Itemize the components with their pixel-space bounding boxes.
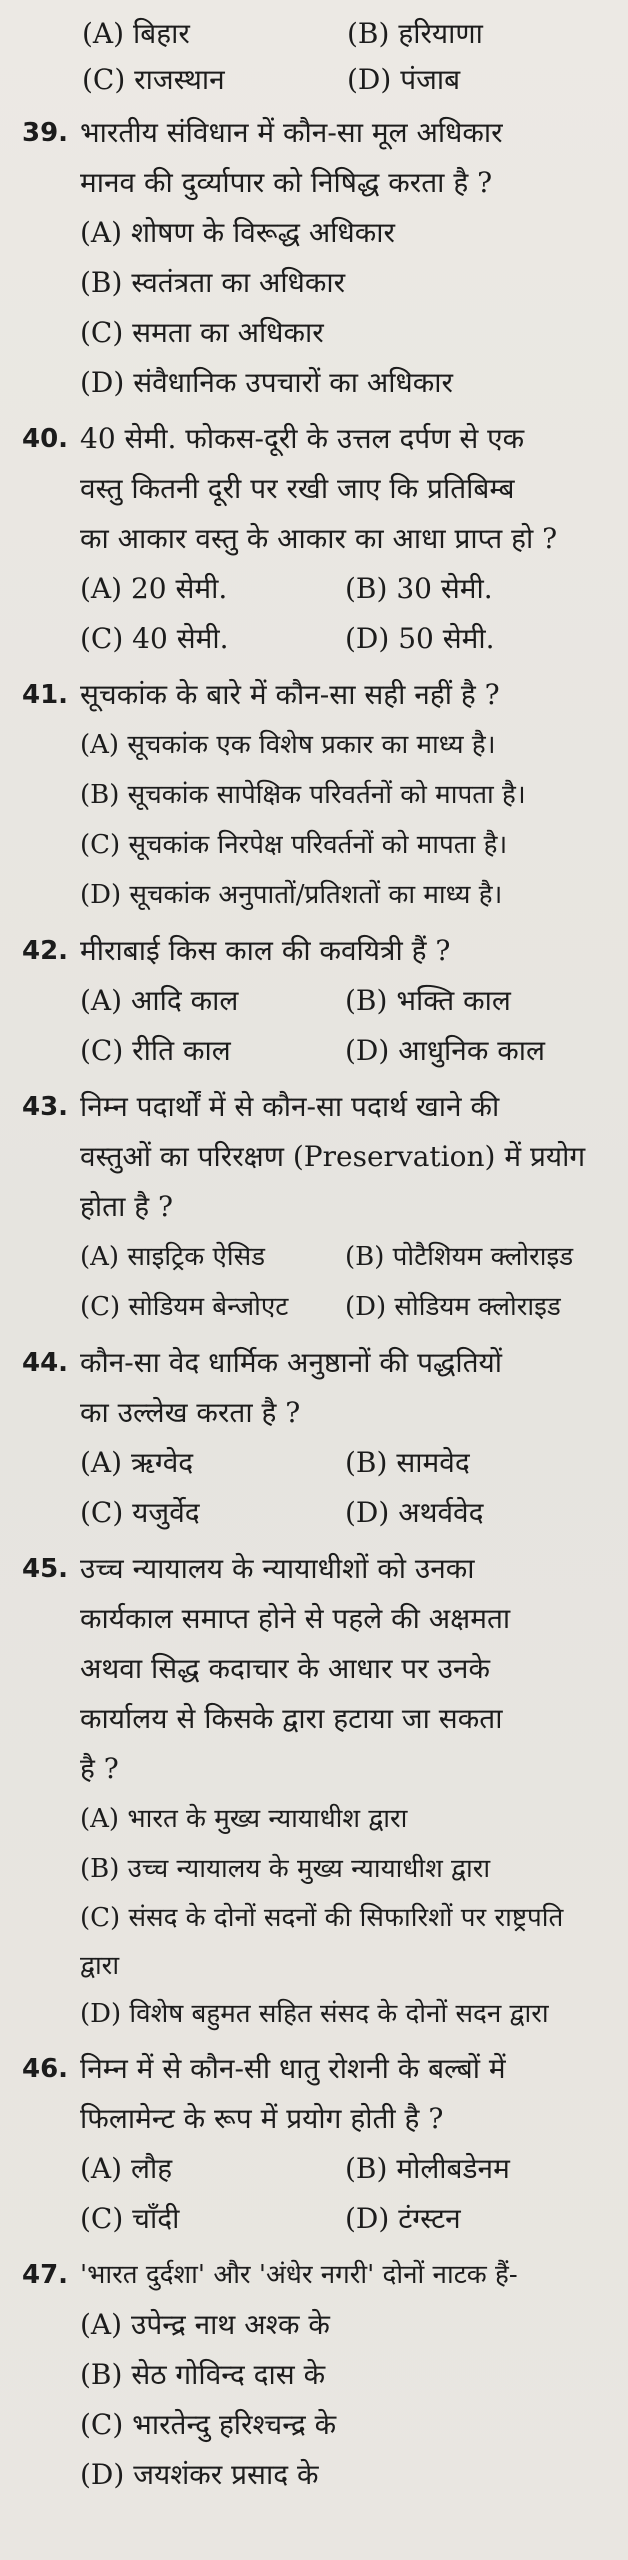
option-d: (D) संवैधानिक उपचारों का अधिकार bbox=[80, 366, 453, 399]
question-line: है ? bbox=[80, 1752, 119, 1785]
question-text bbox=[80, 1082, 614, 1232]
option-c: (C) सूचकांक निरपेक्ष परिवर्तनों को मापता है। bbox=[80, 830, 508, 860]
question-text bbox=[80, 670, 614, 720]
question-46 bbox=[22, 2044, 614, 2244]
question-text bbox=[80, 2250, 614, 2300]
options-row bbox=[22, 1026, 614, 1076]
question-40 bbox=[22, 414, 614, 664]
option-b: (B) सूचकांक सापेक्षिक परिवर्तनों को मापता है। bbox=[80, 780, 526, 810]
option-b: (B) सेठ गोविन्द दास के bbox=[80, 2358, 326, 2391]
question-line: निम्न पदार्थों में से कौन-सा पदार्थ खाने की bbox=[80, 1090, 500, 1123]
option-c: (C) समता का अधिकार bbox=[80, 316, 324, 349]
question-line: अथवा सिद्ध कदाचार के आधार पर उनके bbox=[80, 1652, 490, 1685]
option-a: (A) शोषण के विरूद्ध अधिकार bbox=[80, 216, 395, 249]
options-row bbox=[22, 1438, 614, 1488]
question-line: कार्यकाल समाप्त होने से पहले की अक्षमता bbox=[80, 1602, 511, 1635]
option-d: (D) जयशंकर प्रसाद के bbox=[80, 2458, 319, 2491]
question-line: 40 सेमी. फोकस-दूरी के उत्तल दर्पण से एक bbox=[80, 422, 525, 455]
option-c: (C) संसद के दोनों सदनों की सिफारिशों पर राष्ट्रपति द्वारा bbox=[80, 1903, 564, 1981]
question-line: कार्यालय से किसके द्वारा हटाया जा सकता bbox=[80, 1702, 503, 1735]
option-a: (A) 20 सेमी. bbox=[80, 572, 228, 605]
option-c: (C) रीति काल bbox=[80, 1034, 231, 1067]
option-c: (C) यजुर्वेद bbox=[80, 1496, 200, 1529]
option-b: (B) भक्ति काल bbox=[345, 984, 511, 1017]
question-line: मानव की दुर्व्यापार को निषिद्ध करता है ? bbox=[80, 166, 493, 199]
question-text bbox=[80, 1544, 614, 1794]
question-number: 41. bbox=[22, 680, 69, 710]
option-c: (C) भारतेन्दु हरिश्चन्द्र के bbox=[80, 2408, 337, 2441]
question-text bbox=[80, 1338, 614, 1438]
question-number: 47. bbox=[22, 2260, 69, 2290]
question-line: वस्तुओं का परिरक्षण (Preservation) में प्रयोग bbox=[80, 1140, 586, 1173]
option-a: (A) आदि काल bbox=[80, 984, 239, 1017]
question-line: सूचकांक के बारे में कौन-सा सही नहीं है ? bbox=[80, 678, 500, 711]
question-number: 44. bbox=[22, 1348, 69, 1378]
option-b: (B) 30 सेमी. bbox=[345, 572, 493, 605]
option-a: (A) सूचकांक एक विशेष प्रकार का माध्य है। bbox=[80, 730, 496, 760]
question-number: 45. bbox=[22, 1554, 69, 1584]
question-line: मीराबाई किस काल की कवयित्री हैं ? bbox=[80, 934, 451, 967]
question-text bbox=[80, 2044, 614, 2144]
option-b: (B) स्वतंत्रता का अधिकार bbox=[80, 266, 346, 299]
question-line: भारतीय संविधान में कौन-सा मूल अधिकार bbox=[80, 116, 503, 149]
option-a: (A) साइट्रिक ऐसिड bbox=[80, 1242, 266, 1272]
q38-option-d: (D) पंजाब bbox=[347, 63, 461, 96]
option-a: (A) ऋग्वेद bbox=[80, 1446, 194, 1479]
question-line: 'भारत दुर्दशा' और 'अंधेर नगरी' दोनों नाटक हैं- bbox=[80, 2260, 518, 2290]
options-row bbox=[22, 1488, 614, 1538]
question-39 bbox=[22, 108, 614, 408]
q38-option-b: (B) हरियाणा bbox=[347, 17, 483, 50]
option-d: (D) टंग्स्टन bbox=[345, 2202, 461, 2235]
q38-option-c: (C) राजस्थान bbox=[82, 63, 225, 96]
question-41 bbox=[22, 670, 614, 920]
question-number: 40. bbox=[22, 424, 69, 454]
options-row bbox=[22, 1282, 614, 1332]
question-text bbox=[80, 414, 614, 564]
option-b: (B) उच्च न्यायालय के मुख्य न्यायाधीश द्वारा bbox=[80, 1854, 491, 1884]
question-text bbox=[80, 926, 614, 976]
question-44 bbox=[22, 1338, 614, 1538]
options-row bbox=[22, 2194, 614, 2244]
question-47 bbox=[22, 2250, 614, 2500]
question-number: 46. bbox=[22, 2054, 69, 2084]
option-b: (B) मोलीबडेनम bbox=[345, 2152, 510, 2185]
options-row bbox=[22, 1232, 614, 1282]
question-line: कौन-सा वेद धार्मिक अनुष्ठानों की पद्धतियों bbox=[80, 1346, 503, 1379]
q38-options-row-2 bbox=[22, 56, 614, 102]
option-a: (A) लौह bbox=[80, 2152, 173, 2185]
option-b: (B) सामवेद bbox=[345, 1446, 470, 1479]
question-line: वस्तु कितनी दूरी पर रखी जाए कि प्रतिबिम्ब bbox=[80, 472, 515, 505]
question-number: 42. bbox=[22, 936, 69, 966]
question-line: निम्न में से कौन-सी धातु रोशनी के बल्बों में bbox=[80, 2052, 506, 2085]
option-b: (B) पोटैशियम क्लोराइड bbox=[345, 1242, 574, 1272]
options-row bbox=[22, 2144, 614, 2194]
option-d: (D) विशेष बहुमत सहित संसद के दोनों सदन द्वारा bbox=[80, 1999, 549, 2029]
q38-options-row-1 bbox=[22, 10, 614, 56]
q38-option-a: (A) बिहार bbox=[82, 17, 190, 50]
question-line: उच्च न्यायालय के न्यायाधीशों को उनका bbox=[80, 1552, 475, 1585]
question-number: 39. bbox=[22, 118, 69, 148]
question-42 bbox=[22, 926, 614, 1076]
question-text bbox=[80, 108, 614, 208]
question-line: का उल्लेख करता है ? bbox=[80, 1396, 301, 1429]
options-row bbox=[22, 976, 614, 1026]
option-d: (D) सूचकांक अनुपातों/प्रतिशतों का माध्य है। bbox=[80, 880, 503, 910]
option-d: (D) सोडियम क्लोराइड bbox=[345, 1292, 561, 1322]
question-45 bbox=[22, 1544, 614, 2038]
option-a: (A) उपेन्द्र नाथ अश्क के bbox=[80, 2308, 330, 2341]
option-d: (D) अथर्ववेद bbox=[345, 1496, 484, 1529]
option-d: (D) आधुनिक काल bbox=[345, 1034, 545, 1067]
question-line: होता है ? bbox=[80, 1190, 174, 1223]
options-row bbox=[22, 614, 614, 664]
option-c: (C) चाँदी bbox=[80, 2202, 180, 2235]
option-c: (C) 40 सेमी. bbox=[80, 622, 229, 655]
question-line: फिलामेन्ट के रूप में प्रयोग होती है ? bbox=[80, 2102, 444, 2135]
options-row bbox=[22, 564, 614, 614]
option-a: (A) भारत के मुख्य न्यायाधीश द्वारा bbox=[80, 1804, 408, 1834]
question-number: 43. bbox=[22, 1092, 69, 1122]
option-d: (D) 50 सेमी. bbox=[345, 622, 495, 655]
question-line: का आकार वस्तु के आकार का आधा प्राप्त हो ? bbox=[80, 522, 558, 555]
option-c: (C) सोडियम बेन्जोएट bbox=[80, 1292, 289, 1322]
question-43 bbox=[22, 1082, 614, 1332]
